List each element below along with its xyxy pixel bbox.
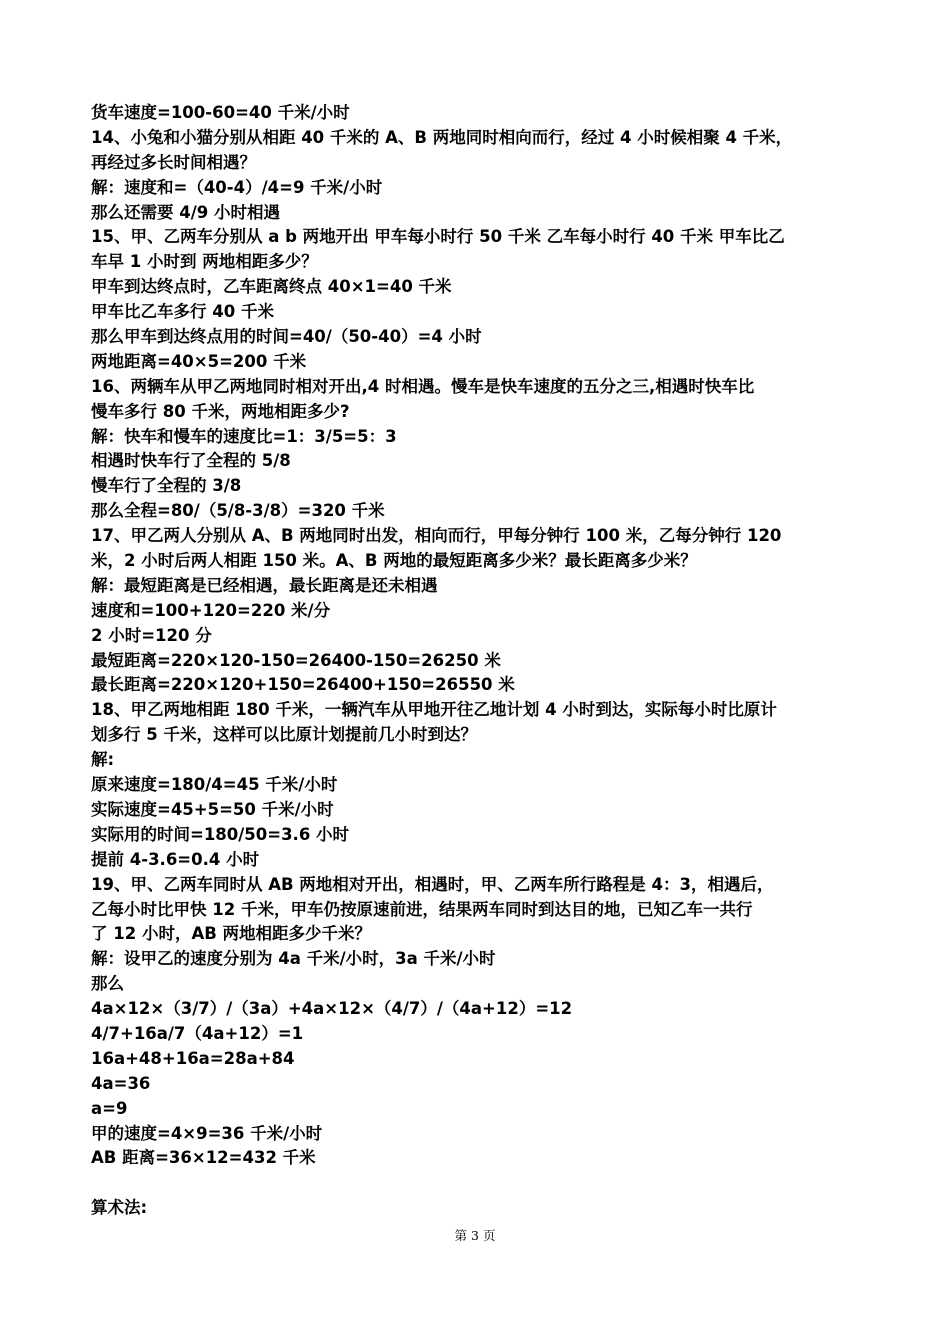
text-line: 最长距离=220×120+150=26400+150=26550 米 <box>91 675 515 695</box>
text-line: 慢车行了全程的 3/8 <box>91 476 242 496</box>
text-line: 实际速度=45+5=50 千米/小时 <box>91 799 334 819</box>
equation-line: 4a=36 <box>91 1073 151 1093</box>
text-line: 甲车比乙车多行 40 千米 <box>91 302 274 322</box>
equation-line: a=9 <box>91 1098 128 1118</box>
problem-17-line: 17、甲乙两人分别从 A、B 两地同时出发，相向而行，甲每分钟行 100 米，乙每分钟行 120 <box>91 526 782 546</box>
text-line: 两地距离=40×5=200 千米 <box>91 351 307 371</box>
text-line: 最短距离=220×120-150=26400-150=26250 米 <box>91 650 501 670</box>
text-line: 实际用的时间=180/50=3.6 小时 <box>91 824 350 844</box>
text-line: 解：快车和慢车的速度比=1：3/5=5：3 <box>91 426 397 446</box>
text-line: 解：最短距离是已经相遇，最长距离是还未相遇 <box>91 575 438 595</box>
section-heading: 算术法: <box>91 1198 148 1218</box>
problem-18-line: 18、甲乙两地相距 180 千米，一辆汽车从甲地开往乙地计划 4 小时到达，实际每小时比原计 <box>91 700 777 720</box>
problem-16-line: 16、两辆车从甲乙两地同时相对开出,4 时相遇。慢车是快车速度的五分之三,相遇时快车比 <box>91 376 755 396</box>
text-line: 解: <box>91 750 115 770</box>
text-line: 车早 1 小时到 两地相距多少？ <box>91 252 318 272</box>
text-line: 甲车到达终点时，乙车距离终点 40×1=40 千米 <box>91 277 452 297</box>
equation-line: 4a×12×（3/7）/（3a）+4a×12×（4/7）/（4a+12）=12 <box>91 999 573 1019</box>
text-line: 那么甲车到达终点用的时间=40/（50-40）=4 小时 <box>91 327 482 347</box>
text-line: 解：速度和=（40-4）/4=9 千米/小时 <box>91 177 383 197</box>
text-line: 提前 4-3.6=0.4 小时 <box>91 849 260 869</box>
problem-14-line: 14、小兔和小猫分别从相距 40 千米的 A、B 两地同时相向而行，经过 4 小时候相聚 4 千米， <box>91 127 793 147</box>
problem-15-line: 15、甲、乙两车分别从 a b 两地开出 甲车每小时行 50 千米 乙车每小时行 40 千米 甲车比乙 <box>91 227 785 247</box>
text-line: 解：设甲乙的速度分别为 4a 千米/小时，3a 千米/小时 <box>91 949 496 969</box>
text-line: AB 距离=36×12=432 千米 <box>91 1148 316 1168</box>
text-line: 慢车多行 80 千米，两地相距多少? <box>91 401 350 421</box>
equation-line: 4/7+16a/7（4a+12）=1 <box>91 1023 304 1043</box>
equation-line: 16a+48+16a=28a+84 <box>91 1048 295 1068</box>
text-line: 相遇时快车行了全程的 5/8 <box>91 451 291 471</box>
text-line: 那么全程=80/（5/8-3/8）=320 千米 <box>91 501 385 521</box>
text-line: 再经过多长时间相遇？ <box>91 152 256 172</box>
text-line: 米，2 小时后两人相距 150 米。A、B 两地的最短距离多少米？最长距离多少米？ <box>91 551 697 571</box>
text-line: 乙每小时比甲快 12 千米，甲车仍按原速前进，结果两车同时到达目的地，已知乙车一共行 <box>91 899 753 919</box>
text-line: 速度和=100+120=220 米/分 <box>91 600 331 620</box>
text-line: 了 12 小时，AB 两地相距多少千米？ <box>91 924 372 944</box>
problem-19-line: 19、甲、乙两车同时从 AB 两地相对开出，相遇时，甲、乙两车所行路程是 4：3，相遇后， <box>91 874 774 894</box>
text-line: 甲的速度=4×9=36 千米/小时 <box>91 1123 323 1143</box>
text-line: 货车速度=100-60=40 千米/小时 <box>91 103 350 122</box>
text-line: 2 小时=120 分 <box>91 625 212 645</box>
text-line: 那么还需要 4/9 小时相遇 <box>91 202 280 222</box>
page-number: 第 3 页 <box>454 1228 496 1243</box>
text-line: 那么 <box>91 974 124 994</box>
document-body <box>91 101 863 1221</box>
text-line: 划多行 5 千米，这样可以比原计划提前几小时到达？ <box>91 725 477 745</box>
blank-line <box>91 1171 863 1196</box>
text-line: 原来速度=180/4=45 千米/小时 <box>91 775 338 795</box>
